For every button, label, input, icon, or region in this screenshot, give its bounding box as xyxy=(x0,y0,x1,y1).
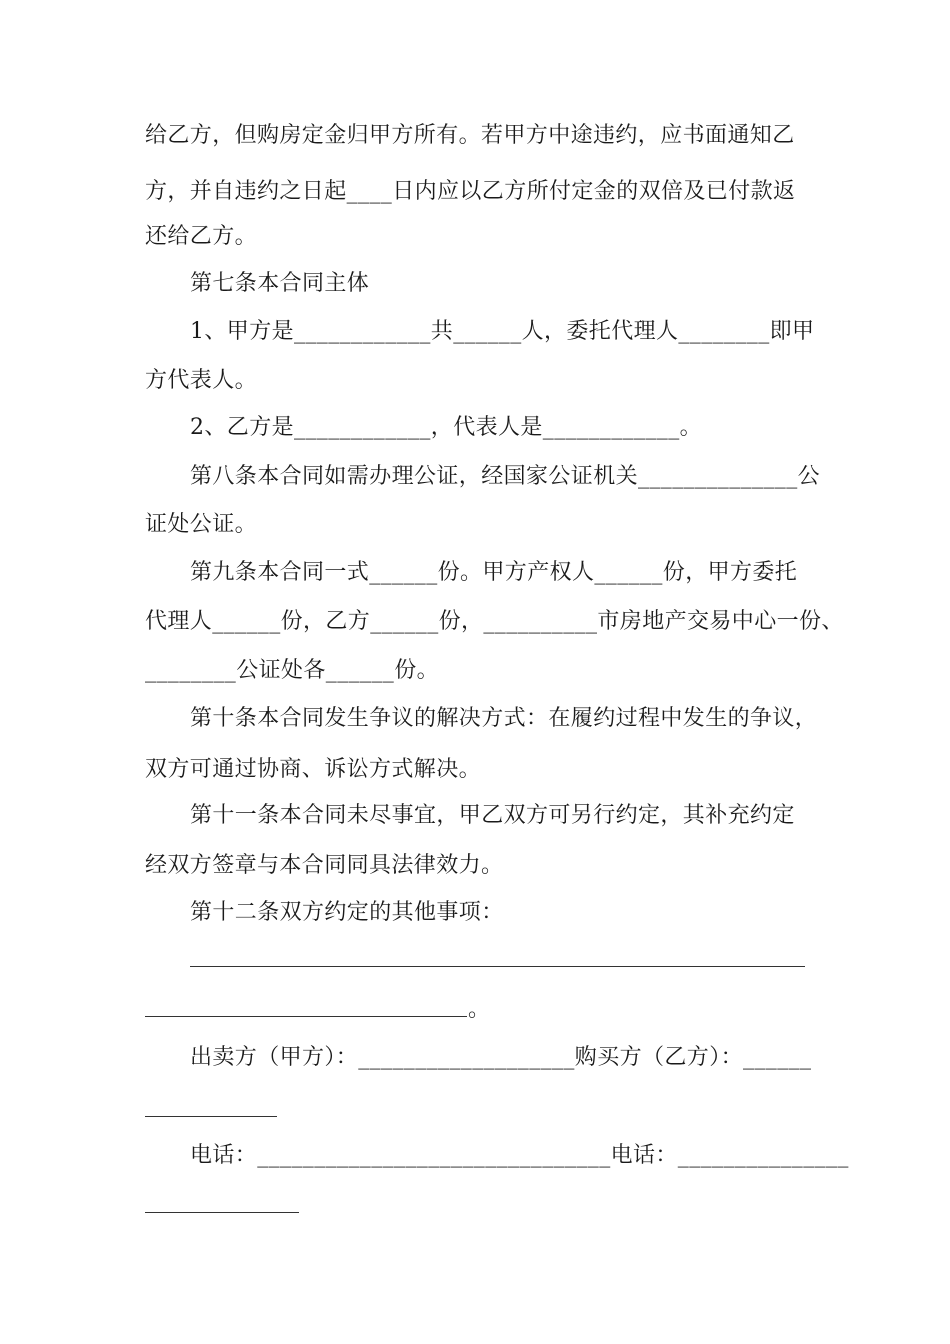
paragraph-line: 1、甲方是____________共______人，委托代理人________即甲 xyxy=(190,319,815,344)
paragraph-line: 双方可通过协商、诉讼方式解决。 xyxy=(145,757,482,782)
blank-line xyxy=(145,1016,467,1017)
period-mark: 。 xyxy=(468,997,491,1022)
paragraph-line: 方，并自违约之日起____日内应以乙方所付定金的双倍及已付款返 xyxy=(145,179,796,204)
paragraph-line: 2、乙方是____________，代表人是____________。 xyxy=(190,415,702,440)
seller-buyer-line: 出卖方（甲方）：___________________购买方（乙方）：______ xyxy=(190,1045,812,1070)
paragraph-line: 还给乙方。 xyxy=(145,224,258,249)
article-10-line: 第十条本合同发生争议的解决方式：在履约过程中发生的争议， xyxy=(190,706,818,731)
paragraph-line: 代理人______份，乙方______份，__________市房地产交易中心一份、 xyxy=(145,609,844,634)
phone-line: 电话：_______________________________电话：_______________ xyxy=(190,1143,849,1168)
paragraph-line: 经双方签章与本合同同具法律效力。 xyxy=(145,853,504,878)
article-9-line: 第九条本合同一式______份。甲方产权人______份，甲方委托 xyxy=(190,560,798,585)
blank-line xyxy=(190,966,805,967)
blank-line xyxy=(145,1212,299,1213)
paragraph-line: 给乙方，但购房定金归甲方所有。若甲方中途违约，应书面通知乙 xyxy=(145,123,795,148)
article-11-line: 第十一条本合同未尽事宜，甲乙双方可另行约定，其补充约定 xyxy=(190,803,795,828)
paragraph-line: ________公证处各______份。 xyxy=(145,658,440,683)
paragraph-line: 证处公证。 xyxy=(145,512,258,537)
article-7-heading: 第七条本合同主体 xyxy=(190,271,370,296)
article-12-heading: 第十二条双方约定的其他事项： xyxy=(190,900,504,925)
article-8-line: 第八条本合同如需办理公证，经国家公证机关______________公 xyxy=(190,464,821,489)
blank-line xyxy=(145,1116,277,1117)
paragraph-line: 方代表人。 xyxy=(145,368,258,393)
